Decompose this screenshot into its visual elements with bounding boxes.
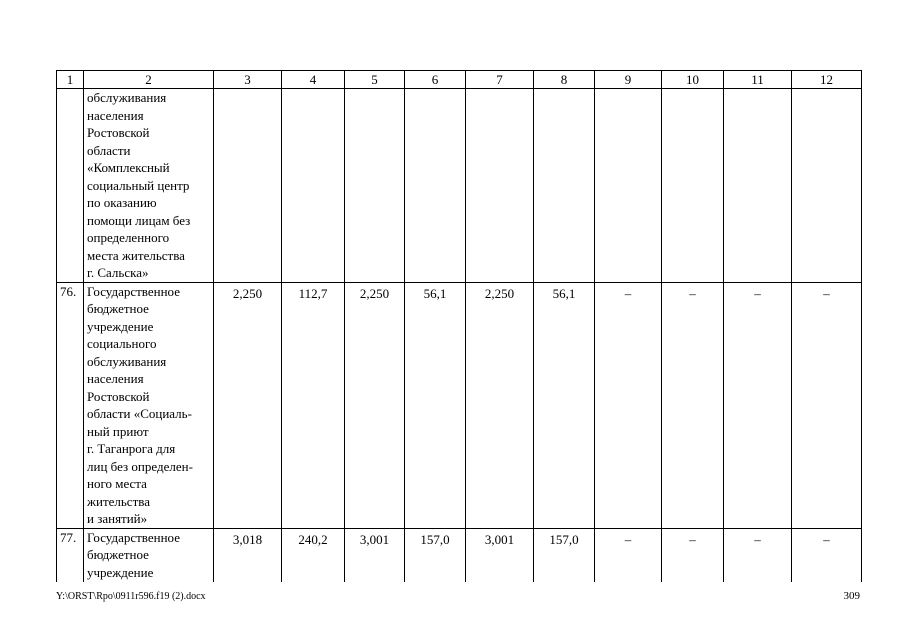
institution-name-line: Государственное	[87, 529, 180, 545]
institution-name-line: области «Социаль-	[87, 406, 192, 421]
institution-name-line: обслуживания	[87, 90, 167, 105]
value-cell: 157,0	[405, 528, 466, 582]
value-cell	[466, 89, 534, 283]
institution-name-line: социальный центр	[87, 177, 190, 193]
column-header: 4	[282, 71, 345, 89]
column-header: 12	[792, 71, 862, 89]
column-header: 1	[57, 71, 84, 89]
value-cell: 56,1	[534, 282, 595, 528]
institution-name-line: населения	[87, 107, 144, 123]
institution-name-line: места жительства	[87, 247, 185, 263]
value-cell: –	[595, 528, 662, 582]
institution-name-cell	[84, 528, 214, 582]
value-cell	[534, 89, 595, 283]
value-cell: 3,001	[466, 528, 534, 582]
institution-name-cell	[84, 89, 214, 283]
value-cell	[214, 89, 282, 283]
value-cell: –	[662, 282, 724, 528]
institution-name-line: Государственное	[87, 283, 180, 299]
institution-name-line: г. Сальска»	[87, 265, 149, 280]
institution-name-line: г. Таганрога для	[87, 441, 176, 456]
column-header: 11	[724, 71, 792, 89]
institution-name-line: по оказанию	[87, 195, 157, 210]
value-cell: 157,0	[534, 528, 595, 582]
institution-name-line: лиц без определен-	[87, 458, 193, 474]
table-row	[57, 282, 862, 528]
institution-name-line: обслуживания	[87, 353, 167, 369]
institution-name-line: социального	[87, 336, 157, 351]
footer-file-path: Y:\ORST\Rpo\0911r596.f19 (2).docx	[56, 591, 206, 602]
column-header: 9	[595, 71, 662, 89]
value-cell: –	[724, 528, 792, 582]
value-cell: 2,250	[345, 282, 405, 528]
value-cell	[792, 89, 862, 283]
value-cell: 3,001	[345, 528, 405, 582]
institution-name-line: Ростовской	[87, 125, 150, 140]
institution-name-line: определенного	[87, 230, 170, 245]
value-cell: –	[724, 282, 792, 528]
row-number: 76.	[57, 282, 84, 528]
value-cell: 2,250	[214, 282, 282, 528]
row-number: 77.	[57, 528, 84, 582]
page-number: 309	[843, 590, 860, 602]
value-cell	[405, 89, 466, 283]
value-cell	[282, 89, 345, 283]
institution-name-line: помощи лицам без	[87, 212, 191, 228]
column-header: 10	[662, 71, 724, 89]
value-cell: 56,1	[405, 282, 466, 528]
institution-name-cell	[84, 282, 214, 528]
column-header: 3	[214, 71, 282, 89]
value-cell: –	[595, 282, 662, 528]
institution-name-line: бюджетное	[87, 301, 149, 316]
value-cell	[724, 89, 792, 283]
column-header: 8	[534, 71, 595, 89]
institution-name-line: ный приют	[87, 423, 149, 439]
value-cell: 2,250	[466, 282, 534, 528]
value-cell	[345, 89, 405, 283]
institution-name-line: области	[87, 142, 131, 158]
value-cell: –	[792, 528, 862, 582]
value-cell: –	[662, 528, 724, 582]
value-cell	[595, 89, 662, 283]
table-row-continuation	[57, 89, 862, 283]
institution-name-line: учреждение	[87, 564, 154, 580]
value-cell: 112,7	[282, 282, 345, 528]
data-table	[56, 70, 862, 582]
column-header-row	[57, 71, 862, 89]
value-cell	[662, 89, 724, 283]
value-cell: 240,2	[282, 528, 345, 582]
institution-name-line: населения	[87, 371, 144, 386]
column-header: 2	[84, 71, 214, 89]
column-header: 6	[405, 71, 466, 89]
institution-name-line: Ростовской	[87, 388, 150, 404]
row-number	[57, 89, 84, 283]
institution-name-line: бюджетное	[87, 547, 149, 562]
institution-name-line: учреждение	[87, 318, 154, 334]
column-header: 5	[345, 71, 405, 89]
institution-name-line: «Комплексный	[87, 160, 170, 175]
institution-name-line: и занятий»	[87, 511, 148, 526]
institution-name-line: жительства	[87, 493, 150, 509]
column-header: 7	[466, 71, 534, 89]
table-row	[57, 528, 862, 582]
value-cell: 3,018	[214, 528, 282, 582]
value-cell: –	[792, 282, 862, 528]
institution-name-line: ного места	[87, 476, 147, 491]
